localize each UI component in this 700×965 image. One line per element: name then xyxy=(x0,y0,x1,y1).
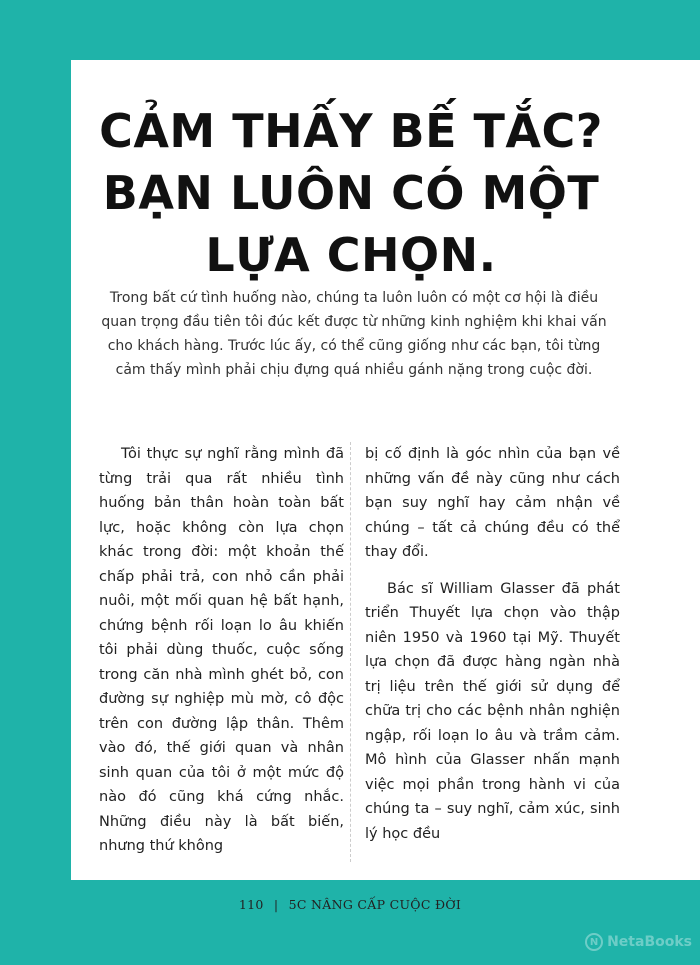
running-title: 5C NÂNG CẤP CUỘC ĐỜI xyxy=(288,897,462,912)
body-column-right xyxy=(365,442,620,858)
title-line: LỰA CHỌN. xyxy=(205,228,497,282)
watermark xyxy=(585,933,692,951)
body-column-left xyxy=(99,442,344,871)
page-footer xyxy=(0,897,700,912)
page-paper xyxy=(71,60,700,880)
body-paragraph-continued: bị cố định là góc nhìn của bạn về những vấn đề này cũng như cách bạn suy nghĩ hay cảm nhận về chúng – tất cả chúng đều có thể thay đổi. xyxy=(365,446,620,560)
netabooks-logo-icon: N xyxy=(585,933,603,951)
chapter-title xyxy=(71,100,631,286)
column-divider xyxy=(350,442,351,862)
watermark-text: NetaBooks xyxy=(607,934,692,950)
page-number: 110 xyxy=(238,897,264,912)
title-line: CẢM THẤY BẾ TẮC? xyxy=(99,104,603,158)
body-paragraph: Tôi thực sự nghĩ rằng mình đã từng trải qua rất nhiều tình huống bản thân hoàn toàn bất lực, hoặc không còn lựa chọn khác trong đời: một khoản thế chấp phải trả, con nhỏ cần phải nuôi, một mối quan hệ bất hạnh, chứng bệnh rối loạn lo âu khiến tôi phải dùng thuốc, cuộc sống trong căn nhà mình ghét bỏ, con đường sự nghiệp mù mờ, cô độc trên con đường lập thân. Thêm vào đó, thế giới quan và nhân sinh quan của tôi ở một mức độ nào đó cũng khá cứng nhắc. Những điều này là bất biến, nhưng thứ không xyxy=(99,446,344,854)
intro-paragraph: Trong bất cứ tình huống nào, chúng ta luôn luôn có một cơ hội là điều quan trọng đầu tiên tôi đúc kết được từ những kinh nghiệm khi khai vấn cho khách hàng. Trước lúc ấy, có thể cũng giống như các bạn, tôi từng cảm thấy mình phải chịu đựng quá nhiều gánh nặng trong cuộc đời. xyxy=(101,290,607,378)
title-line: BẠN LUÔN CÓ MỘT xyxy=(102,166,600,220)
body-paragraph: Bác sĩ William Glasser đã phát triển Thuyết lựa chọn vào thập niên 1950 và 1960 tại Mỹ. Thuyết lựa chọn đã được hàng ngàn nhà trị liệu trên thế giới sử dụng để chữa trị cho các bệnh nhân nghiện ngập, rối loạn lo âu và trầm cảm. Mô hình của Glasser nhấn mạnh việc mọi phần trong hành vi của chúng ta – suy nghĩ, cảm xúc, sinh lý học đều xyxy=(365,580,620,842)
footer-separator: | xyxy=(273,897,279,912)
